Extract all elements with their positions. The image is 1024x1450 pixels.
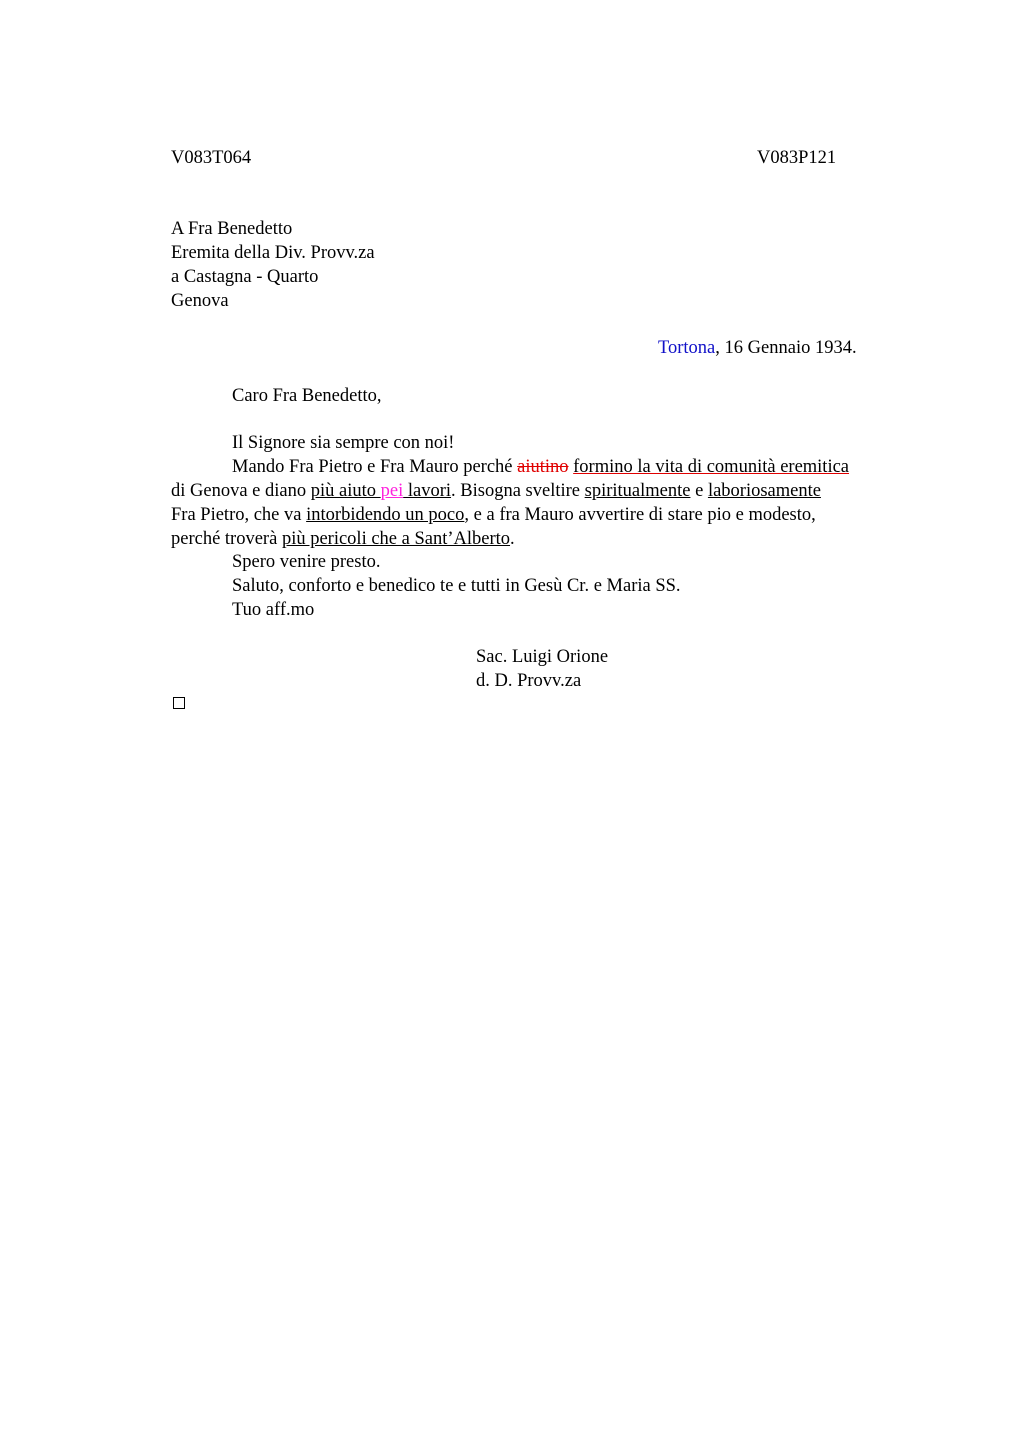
text-segment: Fra Pietro, che va <box>171 505 307 525</box>
body-paragraph-2-line-1 <box>232 456 849 478</box>
dateline-date: , 16 Gennaio 1934. <box>715 338 857 358</box>
dateline <box>658 337 857 359</box>
text-segment: Mando Fra Pietro e Fra Mauro perché <box>232 457 518 477</box>
underlined-phrase: più aiuto <box>310 481 381 501</box>
address-line-4: Genova <box>171 291 229 311</box>
underlined-phrase: intorbidendo un poco <box>306 505 465 525</box>
closing: Tuo aff.mo <box>232 600 315 620</box>
salutation: Caro Fra Benedetto, <box>232 386 382 406</box>
text-segment: perché troverà <box>171 529 282 549</box>
underlined-word: laboriosamente <box>707 481 821 501</box>
signature-title: d. D. Provv.za <box>476 671 582 691</box>
doc-code-right: V083P121 <box>757 148 837 168</box>
body-paragraph-1: Il Signore sia sempre con noi! <box>232 433 455 453</box>
underlined-phrase: lavori <box>403 481 452 501</box>
end-mark-box <box>173 697 185 709</box>
body-paragraph-2-line-2 <box>171 480 821 502</box>
body-paragraph-3: Spero venire presto. <box>232 552 381 572</box>
doc-code-left: V083T064 <box>171 148 252 168</box>
body-paragraph-2-line-4 <box>171 528 515 550</box>
underlined-phrase: più pericoli che a Sant’Alberto <box>281 529 511 549</box>
underlined-word: spiritualmente <box>584 481 691 501</box>
dateline-place: Tortona <box>658 338 716 358</box>
text-segment: di Genova e diano <box>171 481 311 501</box>
text-segment: . <box>510 529 515 549</box>
underlined-phrase: formino la vita di comunità eremitica <box>573 457 850 477</box>
address-line-1: A Fra Benedetto <box>171 219 293 239</box>
inserted-word: pei <box>380 481 404 501</box>
text-segment: . Bisogna sveltire <box>451 481 585 501</box>
text-segment: , e a fra Mauro avvertire di stare pio e modesto, <box>464 505 816 525</box>
body-paragraph-2-line-3 <box>171 504 816 526</box>
text-segment: e <box>690 481 708 501</box>
address-line-3: a Castagna - Quarto <box>171 267 319 287</box>
deleted-word: aiutino <box>517 457 569 477</box>
signature-name: Sac. Luigi Orione <box>476 647 609 667</box>
address-line-2: Eremita della Div. Provv.za <box>171 243 375 263</box>
body-paragraph-4: Saluto, conforto e benedico te e tutti in Gesù Cr. e Maria SS. <box>232 576 681 596</box>
